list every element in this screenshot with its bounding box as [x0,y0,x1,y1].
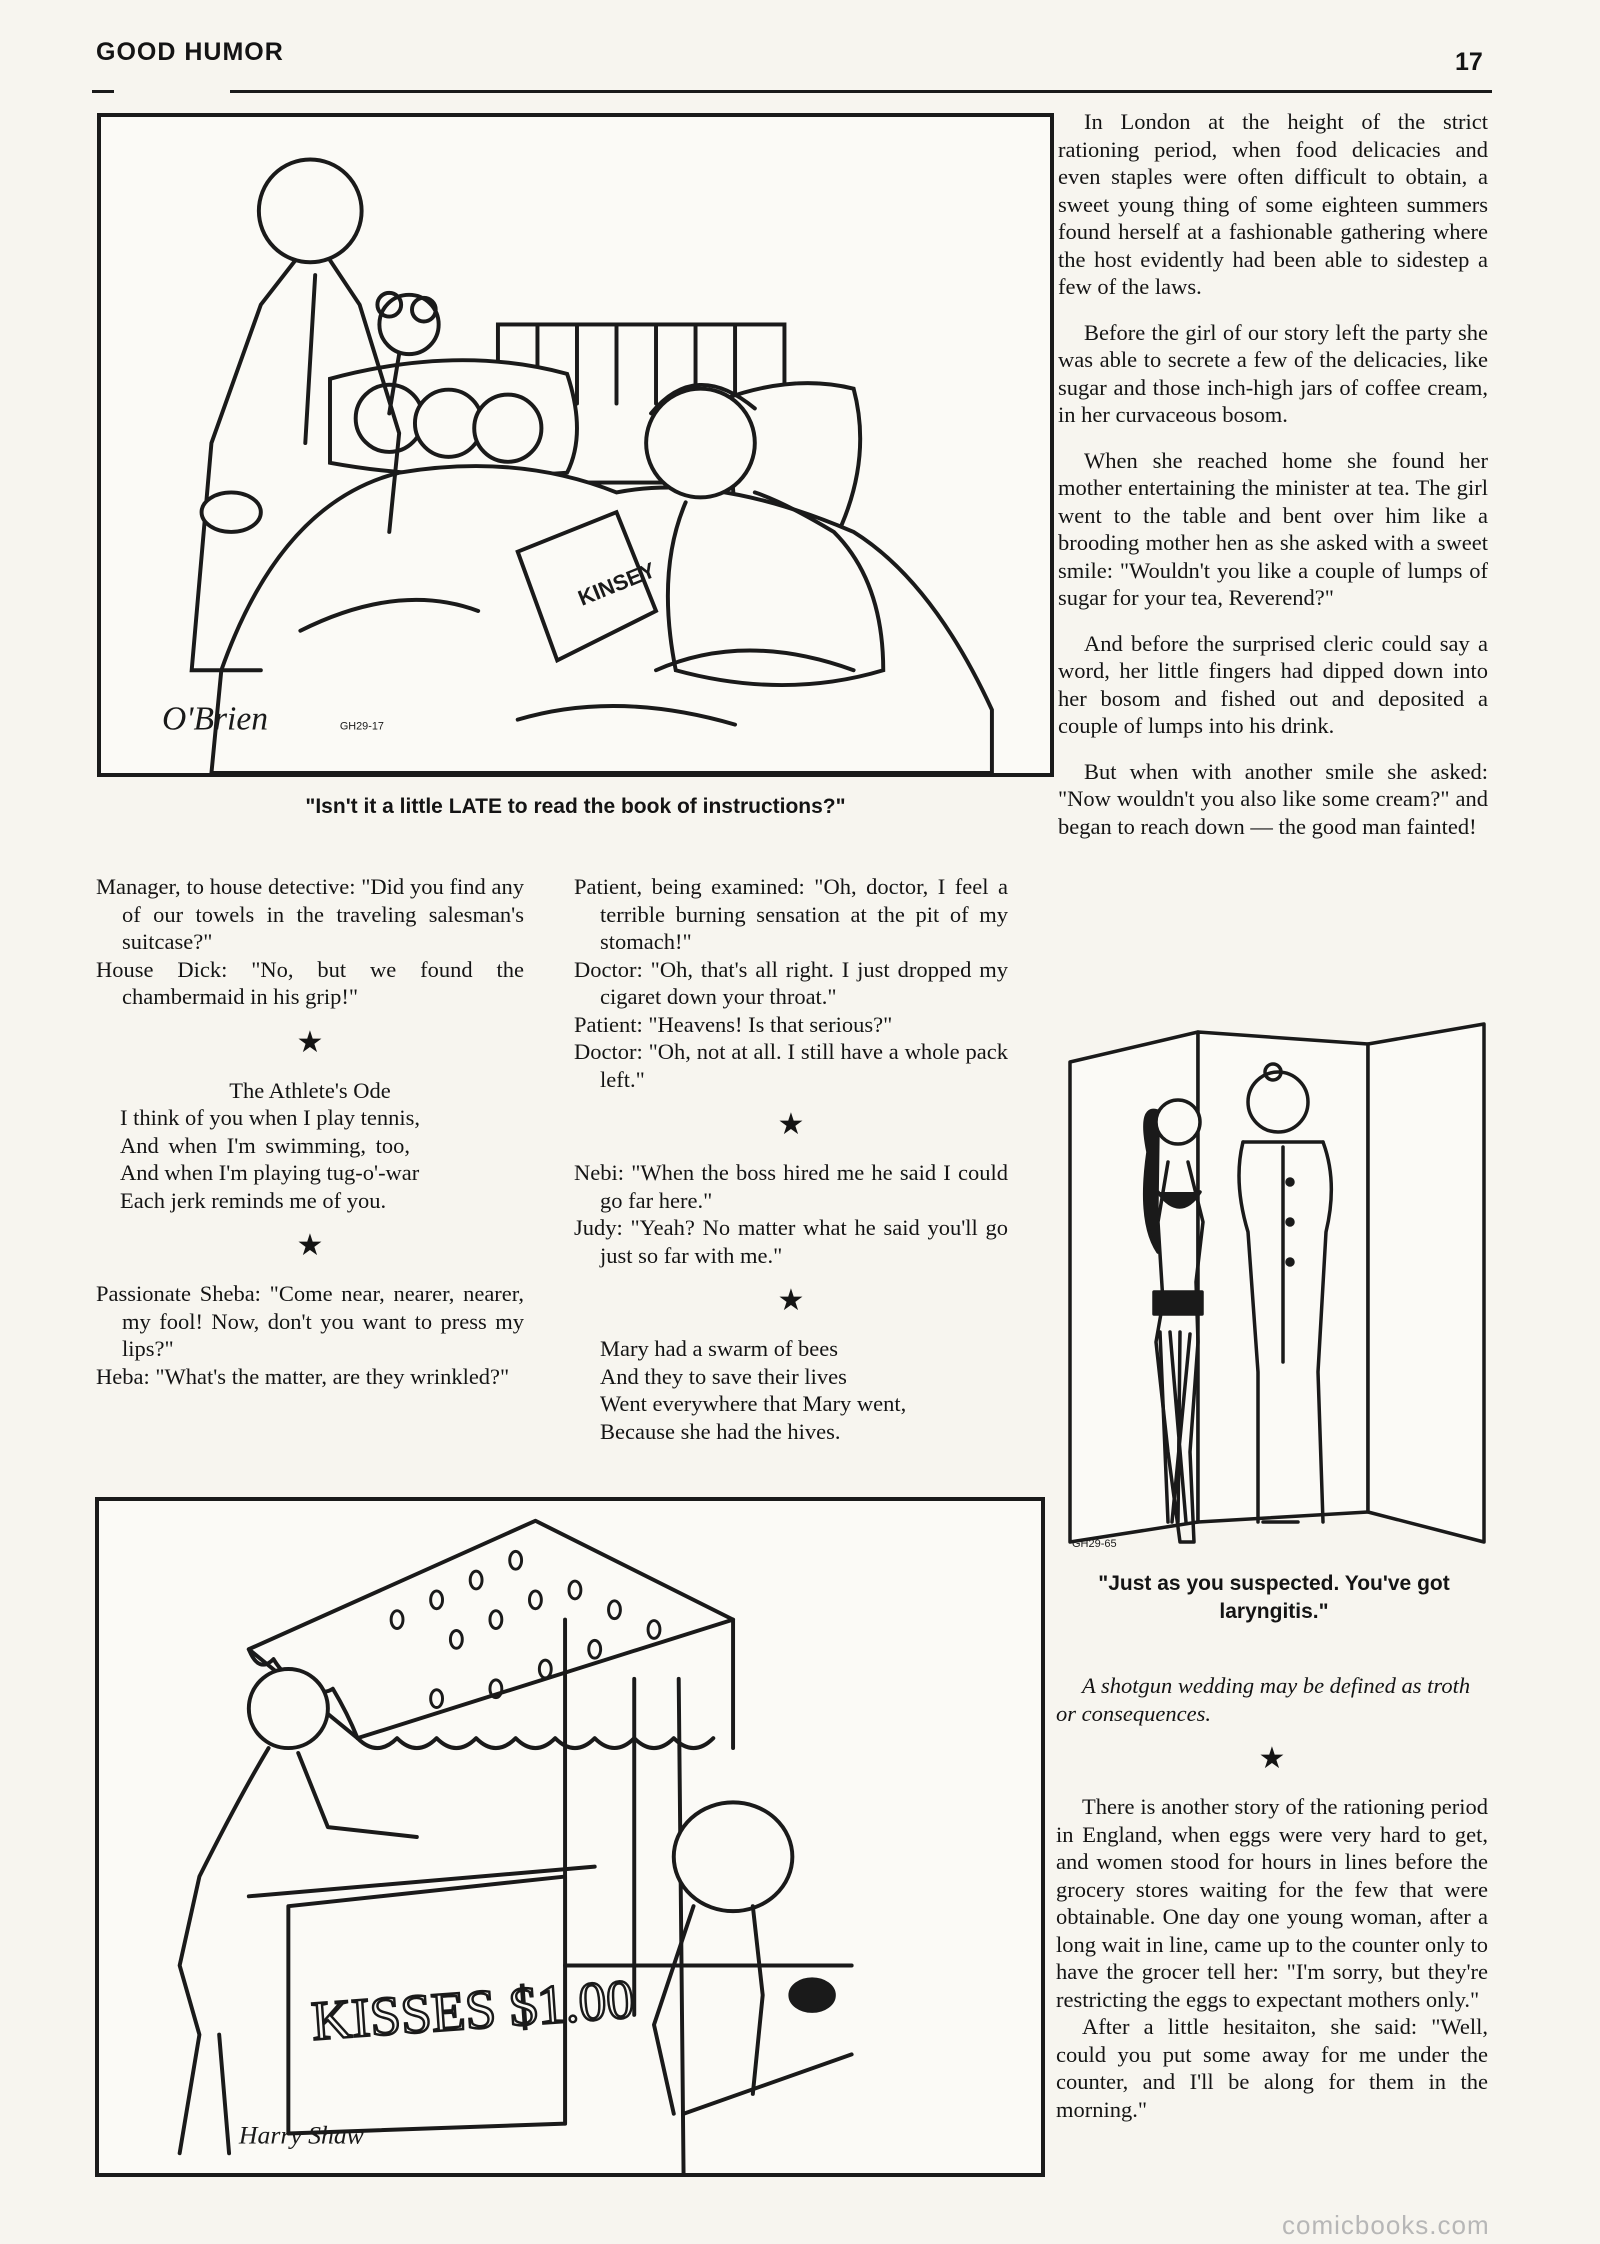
booth-sign: KISSES $1.00 [309,1968,636,2052]
column-middle [574,873,1008,1445]
star-divider: ★ [777,1108,805,1141]
column-right-lower [1056,1672,1488,2123]
cartoon-caption-top: "Isn't it a little LATE to read the book of instructions?" [305,795,846,818]
story-paragraph: Before the girl of our story left the party she was able to secrete a few of the delicacies, like sugar and those inch-high jars of coffee cream, in her curvaceous bosom. [1058,319,1488,427]
column-right-story [1058,108,1488,840]
joke-paragraph: Passionate Sheba: "Come near, nearer, nearer, my fool! Now, don't you want to press my lips?" [96,1281,524,1361]
star-divider: ★ [1258,1742,1286,1775]
cartoon-panel-top [97,113,1054,777]
cartoon-code: GH29-65 [1072,1538,1117,1550]
poem-line: And when I'm playing tug-o'-war [120,1160,420,1185]
magazine-title: GOOD HUMOR [96,38,284,66]
joke-paragraph: Judy: "Yeah? No matter what he said you'll go just so far with me." [574,1215,1008,1268]
watermark: comicbooks.com [1282,2210,1490,2240]
joke-paragraph: Manager, to house detective: "Did you find any of our towels in the traveling salesman's suitcase?" [96,874,524,954]
joke-paragraph: Patient: "Heavens! Is that serious?" [574,1011,893,1037]
story-paragraph: There is another story of the rationing period in England, when eggs were very hard to get, and women stood for hours in lines before the grocery stores waiting for the few that were obtainable. One day one young woman, after a long wait in line, came up to the counter only to have the grocer tell her: "I'm sorry, but they're restricting the eggs to expectant mothers only." [1056,1794,1488,2012]
artist-signature: O'Brien [162,700,269,738]
poem-line: Went everywhere that Mary went, [600,1391,907,1416]
joke-paragraph: Doctor: "Oh, not at all. I still have a whole pack left." [574,1039,1008,1092]
joke-paragraph: Heba: "What's the matter, are they wrinkled?" [96,1363,510,1389]
column-left [96,873,524,1390]
cartoon-code: GH29-17 [339,720,384,733]
joke-paragraph: House Dick: "No, but we found the chambermaid in his grip!" [96,956,524,1009]
poem-line: And when I'm swimming, too, [120,1132,411,1158]
cartoon-doctor-illustration [1068,1022,1486,1554]
poem-line: I think of you when I play tennis, [120,1105,420,1130]
story-paragraph: When she reached home she found her mother entertaining the minister at tea. The girl went to the table and bent over him like a brooding mother hen as she asked with a sweet smile: "Wouldn't you like a couple of lumps of sugar for your tea, Reverend?" [1058,447,1488,610]
page-number: 17 [1455,48,1483,76]
poem-line: Each jerk reminds me of you. [120,1187,387,1213]
cartoon-panel-bottom [95,1497,1045,2177]
star-divider: ★ [777,1284,805,1317]
cartoon-caption-right: "Just as you suspected. You've got laryngitis." [1098,1572,1450,1623]
story-paragraph: But when with another smile she asked: "Now wouldn't you also like some cream?" and began to reach down — the good man fainted! [1058,758,1488,839]
story-paragraph: And before the surprised cleric could say a word, her little fingers had dipped down into her bosom and fished out and deposited a couple of lumps into his drink. [1058,630,1488,738]
header-rule [230,90,1492,93]
artist-signature: Harry Shaw [238,2120,364,2150]
cartoon-bedroom-illustration [101,117,1050,773]
joke-paragraph: Patient, being examined: "Oh, doctor, I feel a terrible burning sensation at the pit of my stomach!" [574,874,1008,954]
star-divider: ★ [296,1229,324,1262]
header-rule-left [92,90,114,93]
star-divider: ★ [296,1025,324,1059]
joke-paragraph: Nebi: "When the boss hired me he said I could go far here." [574,1160,1008,1213]
poem-line: Because she had the hives. [600,1418,841,1444]
poem-title: The Athlete's Ode [229,1077,391,1103]
cartoon-kissing-booth-illustration [99,1501,1041,2173]
joke-paragraph: Doctor: "Oh, that's all right. I just dropped my cigaret down your throat." [574,956,1008,1009]
story-paragraph: In London at the height of the strict rationing period, when food delicacies and even staples were often difficult to obtain, a sweet young thing of some eighteen summers found herself at a fashionable gathering where the host evidently had been able to sidestep a few of the laws. [1058,109,1488,299]
book-label: KINSEY [574,557,659,611]
cartoon-panel-right [1068,1022,1486,1554]
poem-line: And they to save their lives [600,1363,847,1389]
story-paragraph: After a little hesitaiton, she said: "Well, could you put some away for me under the counter, and I'll be along for them in the morning." [1056,2014,1488,2122]
poem-line: Mary had a swarm of bees [600,1336,839,1361]
quip: A shotgun wedding may be defined as troth or consequences. [1056,1673,1471,1726]
